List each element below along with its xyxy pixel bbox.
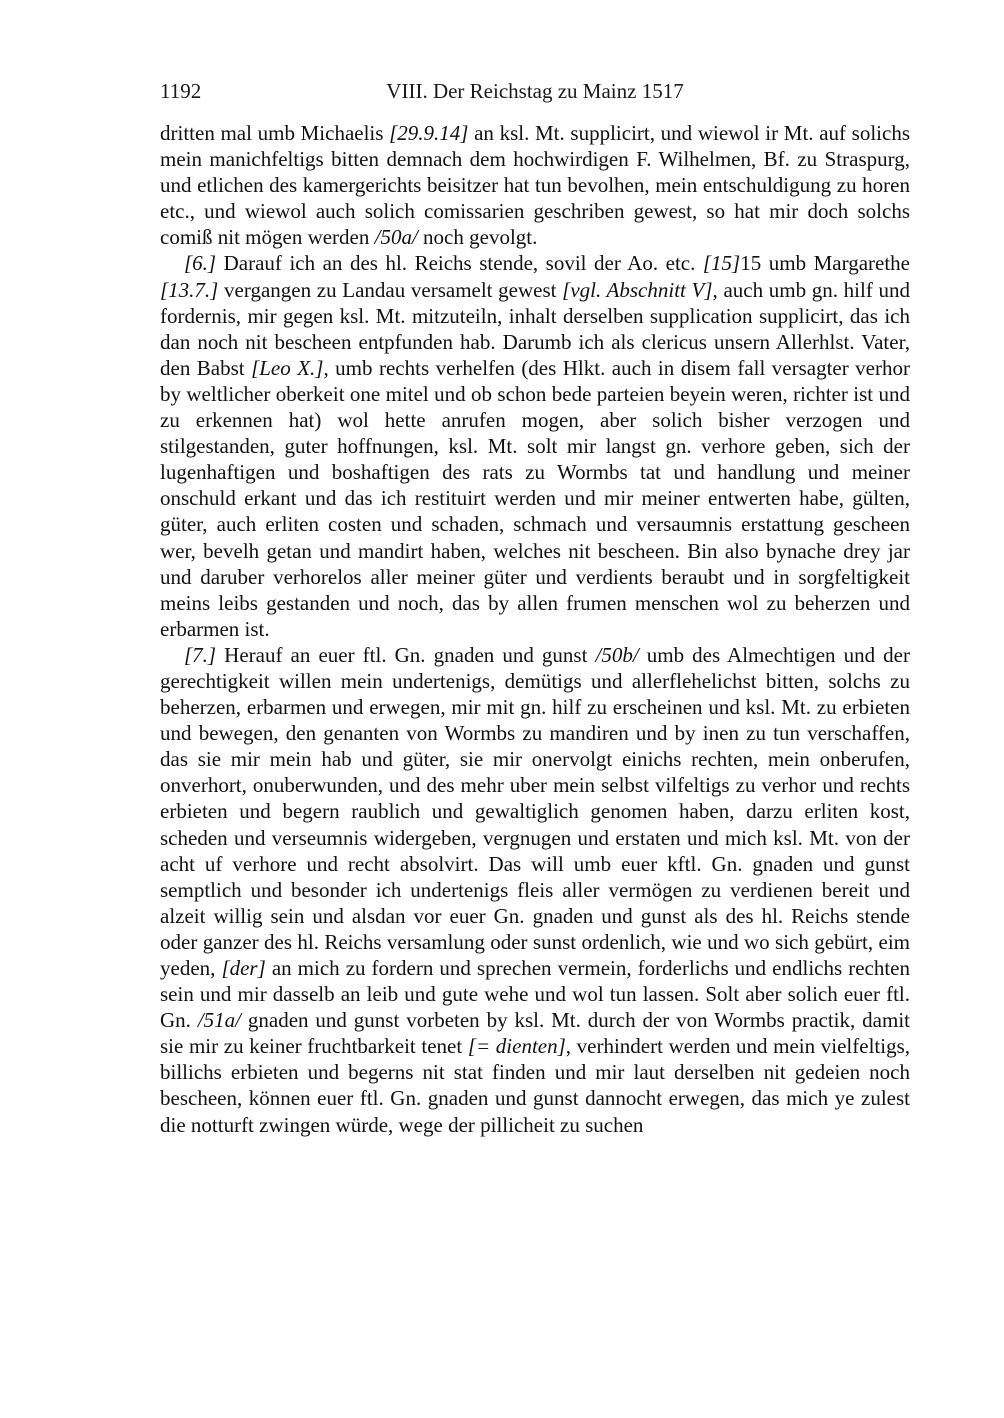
editorial-annotation: [15] xyxy=(702,251,741,276)
editorial-annotation: [= dienten] xyxy=(467,1034,566,1059)
paragraph xyxy=(160,250,910,641)
paragraph-text: vergangen zu Landau versamelt gewest xyxy=(218,277,563,302)
editorial-annotation: [Leo X.] xyxy=(251,355,324,380)
document-body xyxy=(160,120,910,1138)
editorial-annotation: /50b/ xyxy=(595,642,639,667)
paragraph-text: gnaden und gunst vorbeten by ksl. Mt. durch der von Wormbs practik, damit sie mir zu keiner fruchtbarkeit tenet xyxy=(160,1008,910,1059)
paragraph-text: Darauf ich an des hl. Reichs stende, sovil der Ao. etc. xyxy=(216,251,703,276)
paragraph xyxy=(160,120,910,250)
editorial-annotation: [13.7.] xyxy=(160,277,219,302)
paragraph-text: dritten mal umb Michaelis xyxy=(160,121,390,145)
paragraph-text: , verhindert werden und mein vielfeltigs, billichs erbieten und begerns nit stat finden und mir laut derselben nit gedeien noch bescheen, können euer ftl. Gn. gnaden und gunst dannocht erwegen, das mich ye zulest die notturft zwingen würde, wege der pillicheit zu suchen xyxy=(160,1034,910,1137)
paragraph-text: , auch umb gn. hilf und fordernis, mir gegen ksl. Mt. mitzuteiln, inhalt derselben supplication supplicirt, das ich dan noch nit bescheen entpfunden hab. Darumb ich als clericus unsern Allerhlst. Vater, den Babst xyxy=(160,277,910,380)
page-header xyxy=(160,79,910,109)
paragraph-text: an mich zu fordern und sprechen vermein, forderlichs und endlichs rechten sein und mir dasselb an leib und gute wehe und wol tun lassen. Solt aber solich euer ftl. Gn. xyxy=(160,956,910,1033)
editorial-annotation: [der] xyxy=(221,956,266,980)
editorial-annotation: /51a/ xyxy=(197,1008,241,1033)
editorial-annotation: [29.9.14] xyxy=(389,121,469,145)
page-number: 1192 xyxy=(160,79,202,103)
paragraph-text: an ksl. Mt. supplicirt, und wiewol ir Mt. auf solichs mein manichfeltigs bitten demnach dem hochwirdigen F. Wilhelmen, Bf. zu Straspurg, und etlichen des kamergerichts beisitzer hat tun bevolhen, mein entschuldigung zu horen etc., und wiewol auch solich comissarien geschriben gewest, so hat mir doch solchs comiß nit mögen werden xyxy=(160,121,911,250)
paragraph-text: noch gevolgt. xyxy=(417,225,538,250)
paragraph-text: 15 umb Margarethe xyxy=(740,251,911,276)
editorial-annotation: [vgl. Abschnitt V] xyxy=(562,277,713,302)
editorial-annotation: /50a/ xyxy=(374,225,418,250)
running-title: VIII. Der Reichstag zu Mainz 1517 xyxy=(386,79,684,103)
editorial-annotation: [6.] xyxy=(184,251,217,276)
paragraph xyxy=(160,642,910,1138)
paragraph-text: , umb rechts verhelfen (des Hlkt. auch in disem fall versagter verhor by weltlicher oberkeit one mitel und ob schon bede parteien beyein weren, richter ist und zu erkennen hat) wol hette anrufen mogen, aber solich bisher verzogen und stilgestanden, guter hoffnungen, ksl. Mt. solt mir langst gn. verhore geben, sich der lugenhaftigen und boshaftigen des rats zu Wormbs tat und handlung und meiner onschuld erkant und das ich restituirt werden und mir meiner entwerten habe, gülten, güter, auch erliten costen und schaden, schmach und versaumnis erstattung gescheen wer, bevelh getan und mandirt haben, welches nit bescheen. Bin also bynache drey jar und daruber verhorelos aller meiner güter und verdients beraubt und in sorgfeltigkeit meins leibs gestanden und noch, das by allen frumen menschen wol zu beherzen und erbarmen ist. xyxy=(160,355,910,641)
paragraph-text: umb des Almechtigen und der gerechtigkeit willen mein undertenigs, demütigs und allerflehelichst bitten, solchs zu beherzen, erbarmen und erwegen, mir mit gn. hilf zu erscheinen und ksl. Mt. zu erbieten und bewegen, den genanten von Wormbs zu mandiren und by inen zu tun verschaffen, das sie mir mein hab und güter, sie mir onervolgt einichs rechten, mein onberufen, onverhort, onuberwunden, und des mehr uber mein selbst vilfeltigs zu verhor und rechts erbieten und begern raublich und gewaltiglich genomen haben, darzu erliten kost, scheden und verseumnis widergeben, vergnugen und erstaten und mich ksl. Mt. von der acht uf verhore und recht absolvirt. Das will umb euer kftl. Gn. gnaden und gunst semptlich und besonder ich undertenigs fleis aller vermögen zu verdienen bereit und alzeit willig sein und alsdan vor euer Gn. gnaden und gunst als des hl. Reichs stende oder ganzer des hl. Reichs versamlung oder sunst ordenlich, wie und wo sich gebürt, eim yeden, xyxy=(160,642,910,980)
paragraph-text: Herauf an euer ftl. Gn. gnaden und gunst xyxy=(216,642,596,667)
editorial-annotation: [7.] xyxy=(184,642,217,667)
